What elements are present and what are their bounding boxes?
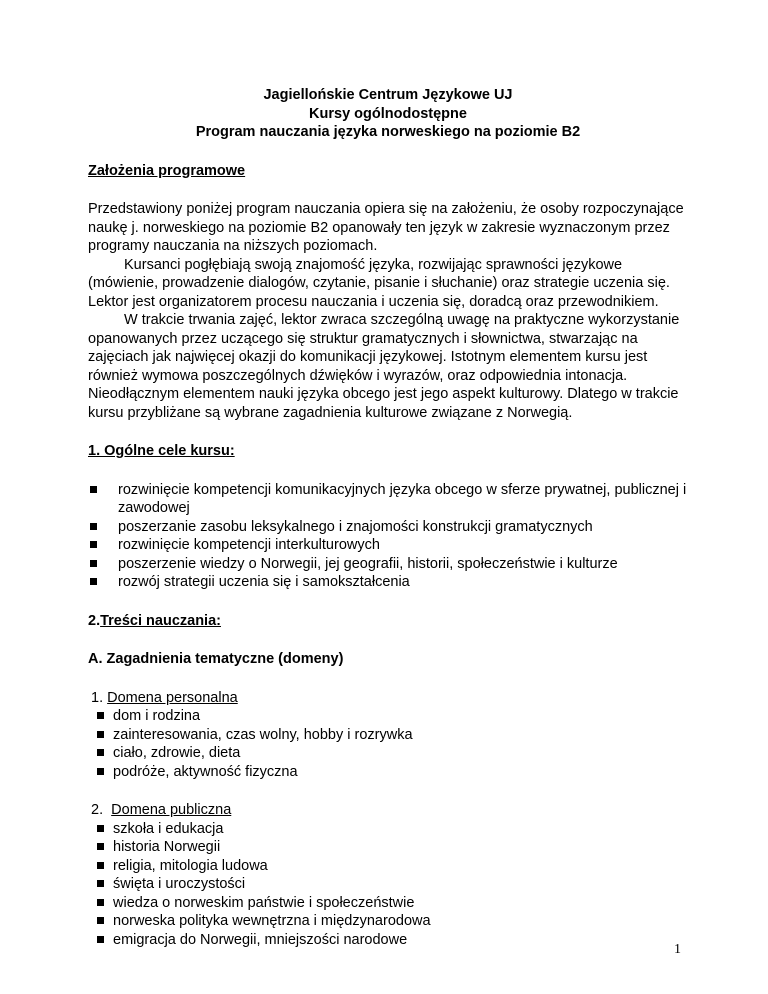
page-number: 1 bbox=[674, 942, 681, 957]
domain-number: 1. bbox=[91, 689, 104, 706]
list-item: wiedza o norweskim państwie i społeczeństwie bbox=[91, 894, 688, 913]
document-header bbox=[88, 86, 688, 142]
list-item: poszerzenie wiedzy o Norwegii, jej geografii, historii, społeczeństwie i kulturze bbox=[88, 555, 688, 574]
domain-personal-list bbox=[91, 707, 688, 781]
list-item: religia, mitologia ludowa bbox=[91, 857, 688, 876]
domain-title: Domena personalna bbox=[107, 689, 238, 706]
list-item: poszerzanie zasobu leksykalnego i znajomości konstrukcji gramatycznych bbox=[88, 518, 688, 537]
goals-list bbox=[88, 481, 688, 592]
goals-heading: 1. Ogólne cele kursu: bbox=[88, 443, 235, 459]
domain-title: Domena publiczna bbox=[111, 802, 232, 818]
list-item: ciało, zdrowie, dieta bbox=[91, 744, 688, 763]
list-item: szkoła i edukacja bbox=[91, 820, 688, 839]
content-heading-text: Treści nauczania: bbox=[100, 612, 221, 629]
list-item: historia Norwegii bbox=[91, 838, 688, 857]
assumptions-paragraph-2: Kursanci pogłębiają swoją znajomość języka, rozwijając sprawności językowe (mówienie, prowadzenie dialogów, czytanie, pisanie i słuchanie) oraz strategie uczenia się. Lektor jest organizatorem procesu nauczania i uczenia się, doradcą oraz przewodnikiem. bbox=[88, 256, 670, 310]
document-page bbox=[88, 86, 688, 949]
list-item: rozwój strategii uczenia się i samokształcenia bbox=[88, 573, 688, 592]
assumptions-paragraph-1: Przedstawiony poniżej program nauczania opiera się na założeniu, że osoby rozpoczynające naukę j. norweskiego na poziomie B2 opanowały ten język w zakresie wyznaczonym przez programy nauczania na niższych poziomach. bbox=[88, 201, 684, 254]
domain-public bbox=[91, 801, 688, 949]
list-item: dom i rodzina bbox=[91, 707, 688, 726]
topics-subheading: A. Zagadnienia tematyczne (domeny) bbox=[88, 651, 344, 667]
assumptions-heading: Założenia programowe bbox=[88, 162, 246, 179]
list-item: rozwinięcie kompetencji interkulturowych bbox=[88, 536, 688, 555]
content-heading-number: 2. bbox=[88, 612, 101, 629]
content-heading bbox=[88, 612, 688, 631]
list-item: emigracja do Norwegii, mniejszości narodowe bbox=[91, 931, 688, 950]
course-type-title: Kursy ogólnodostępne bbox=[309, 105, 467, 122]
assumptions-paragraph-3: W trakcie trwania zajęć, lektor zwraca szczególną uwagę na praktyczne wykorzystanie opanowanych przez uczącego się struktur gramatycznych i słownictwa, stwarzając na zajęciach jak najwięcej okazji do komunikacji językowej. Istotnym elementem kursu jest również wymowa poszczególnych dźwięków i wyrazów, oraz odpowiednia intonacja. Nieodłącznym elementem nauki języka obcego jest jego aspekt kulturowy. Dlatego w trakcie kursu przybliżane są wybrane zagadnienia kulturowe związane z Norwegią. bbox=[88, 312, 680, 421]
list-item: zainteresowania, czas wolny, hobby i rozrywka bbox=[91, 726, 688, 745]
domain-personal bbox=[91, 689, 688, 782]
list-item: święta i uroczystości bbox=[91, 875, 688, 894]
list-item: norweska polityka wewnętrzna i międzynarodowa bbox=[91, 912, 688, 931]
domain-public-list bbox=[91, 820, 688, 950]
program-title: Program nauczania języka norweskiego na poziomie B2 bbox=[195, 124, 581, 140]
list-item: rozwinięcie kompetencji komunikacyjnych języka obcego w sferze prywatnej, publicznej i zawodowej bbox=[88, 481, 688, 518]
institution-title: Jagiellońskie Centrum Językowe UJ bbox=[263, 87, 513, 103]
domain-number: 2. bbox=[91, 802, 104, 818]
list-item: podróże, aktywność fizyczna bbox=[91, 763, 688, 782]
